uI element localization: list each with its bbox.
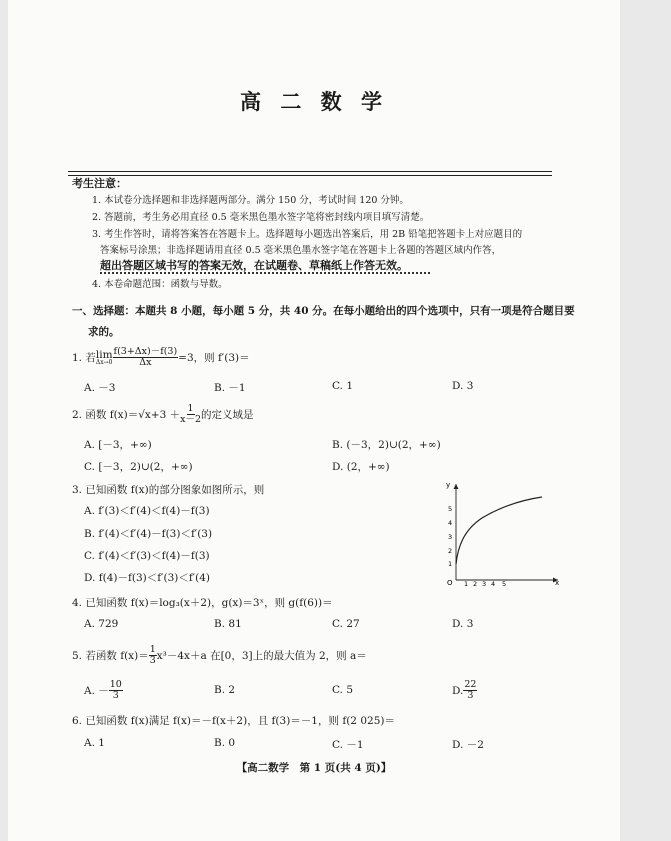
q3-option-c: C. f′(4)＜f′(3)＜f(4)－f(3) (84, 550, 210, 562)
q1-fraction (113, 347, 179, 369)
q4-option-b: B. 81 (214, 618, 242, 630)
x-ticks (464, 580, 506, 588)
title-rule-thin (68, 175, 552, 176)
q5-option-c: C. 5 (332, 684, 354, 696)
notice-item: 3. 考生作答时，请将答案答在答题卡上。选择题每小题选出答案后，用 2B 铅笔把答题卡上对应题目的 (92, 229, 523, 240)
page-footer: 【高二数学 第 1 页(共 4 页)】 (236, 762, 392, 774)
y-axis-label: y (446, 481, 451, 489)
x-tick: 3 (482, 580, 487, 588)
q6-option-d: D. －2 (452, 739, 484, 751)
y-tick: 5 (448, 505, 453, 513)
q3-option-b: B. f′(4)＜f′(4)－f(3)＜f′(3) (84, 528, 213, 540)
q5-option-d (452, 680, 477, 702)
y-arrow (454, 484, 459, 489)
q1-option-b: B. －1 (214, 382, 246, 394)
q2-option-c: C. [－3，2)∪(2，+∞) (84, 461, 193, 473)
notice-item: 4. 本卷命题范围：函数与导数。 (92, 279, 228, 290)
q5-option-d-fraction (463, 680, 477, 702)
x-tick: 4 (491, 580, 496, 588)
q5-option-d-label: D. (452, 684, 464, 697)
x-tick: 1 (464, 580, 469, 588)
notice-heading: 考生注意： (72, 177, 127, 190)
x-tick: 2 (473, 580, 478, 588)
q2-option-b: B. (－3，2)∪(2，+∞) (332, 439, 441, 451)
section-heading: 一、选择题：本题共 8 小题，每小题 5 分，共 40 分。在每小题给出的四个选项中，只有一项是符合题目要 (72, 305, 575, 317)
q2-option-d: D. (2，+∞) (332, 461, 390, 473)
q5-suffix: x³－4x＋a 在[0，3]上的最大值为 2，则 a＝ (156, 649, 367, 662)
question-2 (72, 404, 254, 426)
q4-option-c: C. 27 (332, 618, 360, 630)
y-tick: 4 (448, 519, 453, 527)
question-4: 4. 已知函数 f(x)＝log₃(x＋2)，g(x)＝3ˣ，则 g(f(6))＝ (72, 597, 333, 609)
q2-option-a: A. [－3，+∞) (84, 439, 152, 451)
function-graph (442, 478, 562, 588)
q5-fraction (149, 645, 157, 667)
q5-option-d-den: 3 (467, 690, 474, 702)
q2-numerator: 1 (187, 403, 194, 414)
title-rule-thick (68, 171, 552, 172)
q5-numerator: 1 (149, 644, 156, 655)
section-heading-cont: 求的。 (88, 326, 120, 338)
q6-option-c: C. －1 (332, 739, 364, 751)
q5-prefix: 5. 若函数 f(x)＝ (72, 649, 149, 662)
q5-option-a-label: A. － (84, 684, 109, 697)
q2-prefix: 2. 函数 f(x)＝√x+3 ＋ (72, 408, 181, 421)
q5-denominator: 3 (149, 655, 156, 667)
q2-suffix: 的定义域是 (201, 408, 254, 421)
question-5 (72, 645, 367, 667)
q5-option-a-fraction (109, 680, 123, 702)
function-curve (456, 497, 542, 564)
q5-option-d-num: 22 (464, 679, 477, 690)
notice-item: 2. 答题前，考生务必用直径 0.5 毫米黑色墨水签字笔将密封线内项目填写清楚。 (92, 212, 430, 223)
question-1 (72, 347, 250, 369)
q2-denominator: x－2 (180, 414, 202, 426)
notice-item: 1. 本试卷分选择题和非选择题两部分。满分 150 分，考试时间 120 分钟。 (92, 195, 409, 206)
question-6: 6. 已知函数 f(x)满足 f(x)＝－f(x＋2)，且 f(3)＝－1，则 f(2 025)＝ (72, 715, 395, 727)
lim-text: lim (95, 348, 113, 361)
exam-page (8, 0, 620, 841)
q1-option-d: D. 3 (452, 380, 474, 392)
notice-item: 答案标号涂黑；非选择题请用直径 0.5 毫米黑色墨水签字笔在答题卡上各题的答题区域内作答， (100, 245, 502, 256)
notice-item-emphasis: 超出答题区域书写的答案无效，在试题卷、草稿纸上作答无效。 (100, 259, 408, 272)
y-tick: 2 (448, 547, 453, 555)
y-tick: 1 (448, 560, 453, 568)
q1-option-c: C. 1 (332, 380, 354, 392)
x-tick: 5 (502, 580, 507, 588)
q1-option-a: A. －3 (84, 382, 116, 394)
y-tick: 3 (448, 533, 453, 541)
page-title: 高 二 数 学 (240, 89, 388, 114)
q4-option-d: D. 3 (452, 618, 474, 630)
q4-option-a: A. 729 (84, 618, 119, 630)
q5-option-b: B. 2 (214, 684, 236, 696)
limit-symbol (96, 350, 113, 367)
y-ticks (448, 505, 452, 568)
q1-denominator: Δx (139, 357, 152, 369)
emphasis-dots (100, 272, 430, 274)
q3-option-a: A. f′(3)＜f′(4)＜f(4)－f(3) (84, 505, 210, 517)
q5-option-a-num: 10 (109, 679, 122, 690)
q5-option-a-den: 3 (112, 690, 119, 702)
x-axis-label: x (555, 579, 560, 587)
q1-suffix: =3，则 f′(3)＝ (178, 351, 250, 364)
q5-option-a (84, 680, 123, 702)
question-3: 3. 已知函数 f(x)的部分图象如图所示，则 (72, 484, 265, 496)
q1-numerator: f(3+Δx)－f(3) (113, 346, 178, 357)
q6-option-a: A. 1 (84, 737, 105, 749)
q2-fraction (180, 404, 201, 426)
q1-prefix: 1. 若 (72, 351, 96, 364)
q6-option-b: B. 0 (214, 737, 236, 749)
lim-sub: Δx→0 (95, 359, 113, 367)
q3-option-d: D. f(4)－f(3)＜f′(3)＜f′(4) (84, 572, 211, 584)
origin-label: O (447, 579, 453, 587)
